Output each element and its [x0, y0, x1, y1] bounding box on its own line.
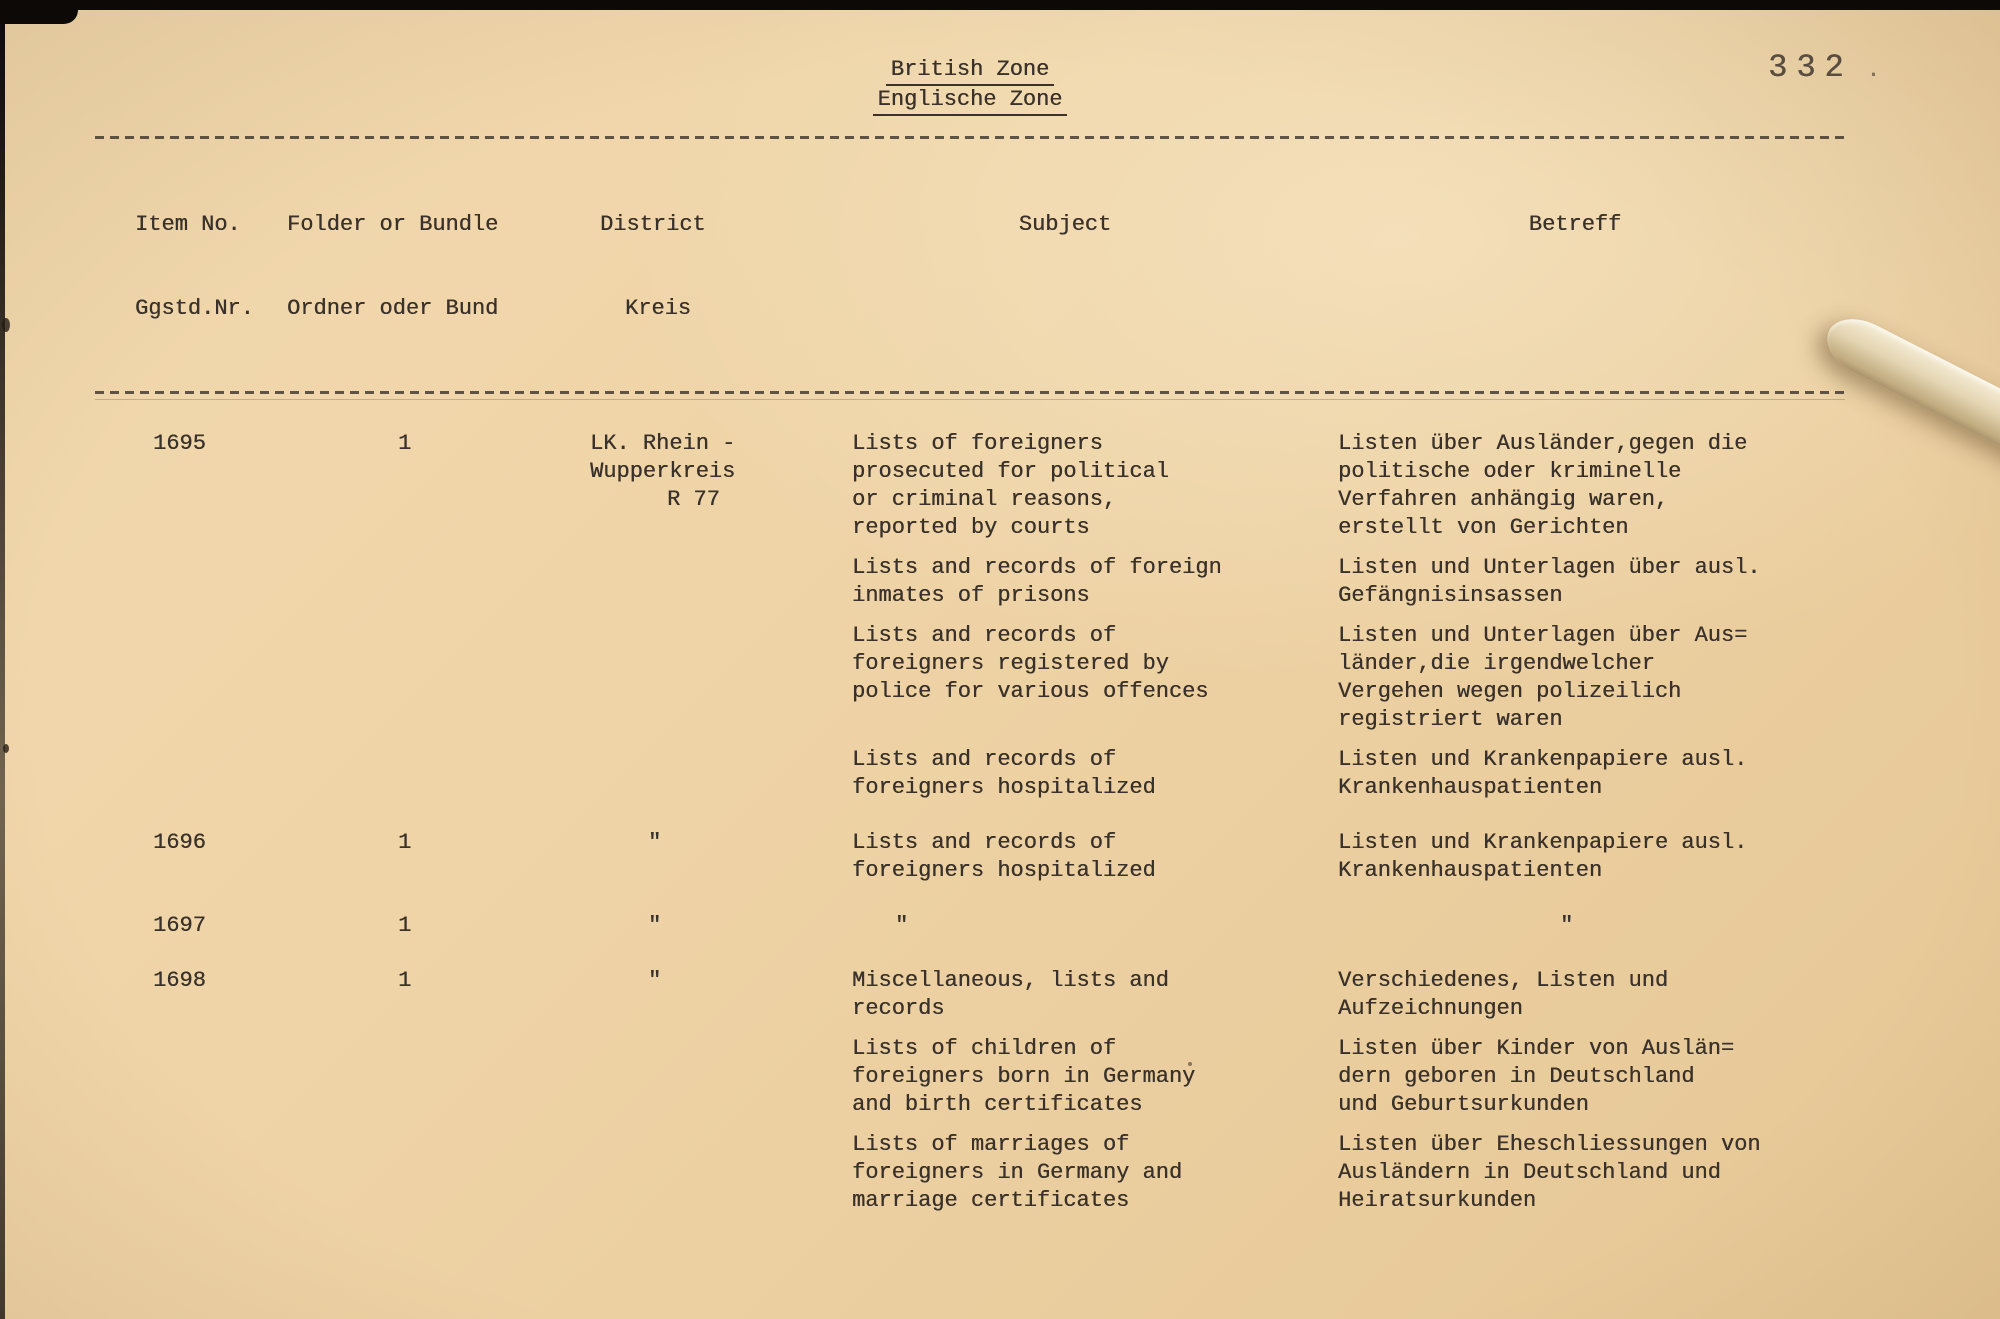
table-entry — [95, 829, 1845, 885]
table-row — [95, 912, 1845, 940]
text-line: Aufzeichnungen — [1338, 996, 1523, 1021]
header-text-line: Folder or Bundle — [287, 212, 499, 237]
cell-betreff — [1305, 1131, 1845, 1215]
header-text-line: Ggstd.Nr. — [135, 296, 254, 321]
text-line: Vergehen wegen polizeilich — [1338, 679, 1682, 704]
title-line-english — [95, 56, 1845, 86]
text-line: Lists of children of — [852, 1036, 1117, 1061]
header-text-line: Subject — [1018, 212, 1112, 237]
cell-folder — [270, 554, 570, 610]
cell-subject — [825, 1035, 1305, 1119]
text-line: Wupperkreis — [590, 459, 736, 484]
text-line: Heiratsurkunden — [1338, 1188, 1537, 1213]
title-line-german — [95, 86, 1845, 116]
text-line: 1 — [398, 968, 412, 993]
text-line: 1695 — [153, 431, 206, 456]
cell-district — [570, 554, 825, 610]
cell-subject — [825, 622, 1305, 734]
text-line: police for various offences — [852, 679, 1209, 704]
text-line: Gefängnisinsassen — [1338, 583, 1563, 608]
text-line: 1696 — [153, 830, 206, 855]
cell-folder — [270, 967, 570, 1023]
header-text-line: Item No. — [135, 212, 241, 237]
cell-betreff — [1305, 1035, 1845, 1119]
text-line: registriert waren — [1338, 707, 1563, 732]
text-line: 1 — [398, 830, 412, 855]
text-line: politische oder kriminelle — [1338, 459, 1682, 484]
text-line: Krankenhauspatienten — [1338, 775, 1603, 800]
cell-folder — [270, 430, 570, 542]
text-line: R 77 — [667, 487, 720, 512]
cell-item-no — [95, 554, 270, 610]
page-number-value: 332 — [1768, 49, 1853, 86]
inventory-table-body — [95, 430, 1845, 1215]
title-german-text: Englische Zone — [873, 86, 1068, 116]
text-line: reported by courts — [852, 515, 1090, 540]
table-entry — [95, 967, 1845, 1023]
thin-rule-header — [95, 399, 1845, 400]
text-line: inmates of prisons — [852, 583, 1090, 608]
header-text-line: Kreis — [625, 296, 692, 321]
text-line: länder,die irgendwelcher — [1338, 651, 1655, 676]
header-district — [570, 155, 825, 379]
table-entry — [95, 1035, 1845, 1119]
text-line: foreigners in Germany and — [852, 1160, 1183, 1185]
cell-betreff — [1305, 554, 1845, 610]
cell-subject — [825, 746, 1305, 802]
table-row — [95, 829, 1845, 885]
text-line: foreigners registered by — [852, 651, 1169, 676]
cell-folder — [270, 912, 570, 940]
text-line: Lists of marriages of — [852, 1132, 1130, 1157]
dashed-rule-top — [95, 136, 1845, 139]
header-item-no — [95, 155, 270, 379]
table-entry — [95, 430, 1845, 542]
document-title — [95, 56, 1845, 116]
text-line: 1697 — [153, 913, 206, 938]
header-text-line: Ordner oder Bund — [287, 296, 499, 321]
cell-district: " — [648, 913, 662, 938]
text-line: Lists of foreigners — [852, 431, 1103, 456]
cell-betreff — [1305, 430, 1845, 542]
cell-folder — [270, 746, 570, 802]
text-line: Listen über Ausländer,gegen die — [1338, 431, 1748, 456]
cell-folder — [270, 829, 570, 885]
header-folder — [270, 155, 570, 379]
table-entry — [95, 554, 1845, 610]
text-line: Listen und Unterlagen über Aus= — [1338, 623, 1748, 648]
cell-subject — [825, 430, 1305, 542]
text-line: Lists and records of — [852, 747, 1117, 772]
table-entry — [95, 912, 1845, 940]
cell-district — [570, 622, 825, 734]
text-line: Miscellaneous, lists and — [852, 968, 1169, 993]
cell-item-no — [95, 746, 270, 802]
text-line: dern geboren in Deutschland — [1338, 1064, 1695, 1089]
cell-district: " — [648, 968, 662, 993]
title-english-text: British Zone — [886, 56, 1054, 86]
text-line: Ausländern in Deutschland und — [1338, 1160, 1721, 1185]
cell-folder — [270, 1035, 570, 1119]
cell-folder — [270, 622, 570, 734]
cell-district — [570, 746, 825, 802]
cell-district — [570, 1131, 825, 1215]
table-entry — [95, 746, 1845, 802]
text-line: Lists and records of foreign — [852, 555, 1222, 580]
cell-betreff: " — [1560, 913, 1574, 938]
text-line: Verfahren anhängig waren, — [1338, 487, 1669, 512]
cell-subject: " — [895, 913, 909, 938]
table-entry — [95, 1131, 1845, 1215]
text-line: Listen und Krankenpapiere ausl. — [1338, 830, 1748, 855]
cell-item-no — [95, 430, 270, 542]
cell-subject — [825, 554, 1305, 610]
text-line: foreigners born in Germany — [852, 1064, 1196, 1089]
text-line: records — [852, 996, 945, 1021]
cell-district — [570, 1035, 825, 1119]
cell-item-no — [95, 829, 270, 885]
cell-item-no — [95, 622, 270, 734]
cell-item-no — [95, 1131, 270, 1215]
table-entry — [95, 622, 1845, 734]
text-line: marriage certificates — [852, 1188, 1130, 1213]
text-line: Listen und Unterlagen über ausl. — [1338, 555, 1761, 580]
text-line: 1698 — [153, 968, 206, 993]
text-line: Krankenhauspatienten — [1338, 858, 1603, 883]
cell-item-no — [95, 912, 270, 940]
table-row — [95, 430, 1845, 802]
text-line: and birth certificates — [852, 1092, 1143, 1117]
text-line: Verschiedenes, Listen und — [1338, 968, 1669, 993]
cell-item-no — [95, 967, 270, 1023]
header-text-line: Betreff — [1528, 212, 1622, 237]
text-line: und Geburtsurkunden — [1338, 1092, 1589, 1117]
cell-betreff — [1305, 829, 1845, 885]
cell-betreff — [1305, 967, 1845, 1023]
header-subject — [825, 155, 1305, 379]
cell-district — [570, 430, 825, 542]
table-header-row — [95, 155, 1845, 379]
header-text-line: District — [600, 212, 706, 237]
text-line: LK. Rhein - — [590, 431, 736, 456]
cell-subject — [825, 829, 1305, 885]
cell-subject — [825, 1131, 1305, 1215]
table-row — [95, 967, 1845, 1215]
text-line: Listen über Eheschliessungen von — [1338, 1132, 1761, 1157]
text-line: foreigners hospitalized — [852, 775, 1156, 800]
header-betreff — [1305, 155, 1845, 379]
text-line: Listen und Krankenpapiere ausl. — [1338, 747, 1748, 772]
text-line: Listen über Kinder von Auslän= — [1338, 1036, 1735, 1061]
text-line: or criminal reasons, — [852, 487, 1117, 512]
text-line: 1 — [398, 431, 412, 456]
text-line: Lists and records of — [852, 830, 1117, 855]
text-line: erstellt von Gerichten — [1338, 515, 1629, 540]
text-line: prosecuted for political — [852, 459, 1169, 484]
cell-subject — [825, 967, 1305, 1023]
page-number-mark: . — [1866, 58, 1880, 83]
text-line: 1 — [398, 913, 412, 938]
cell-folder — [270, 1131, 570, 1215]
cell-item-no — [95, 1035, 270, 1119]
text-line: Lists and records of — [852, 623, 1117, 648]
cell-district: " — [648, 830, 662, 855]
cell-betreff — [1305, 746, 1845, 802]
cell-betreff — [1305, 622, 1845, 734]
text-line: foreigners hospitalized — [852, 858, 1156, 883]
dashed-rule-header — [95, 391, 1845, 394]
